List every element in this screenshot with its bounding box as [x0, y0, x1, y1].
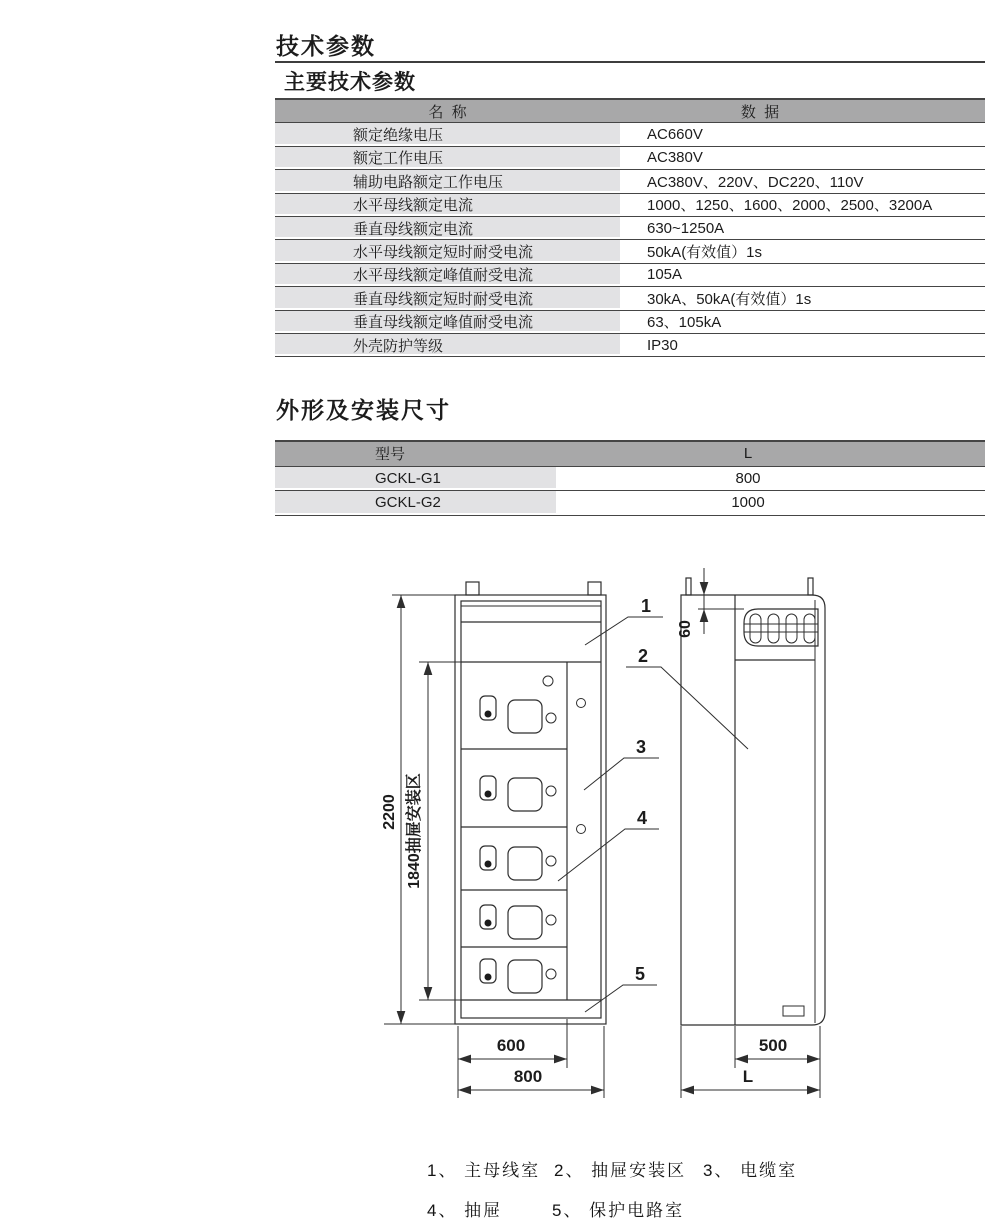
handle-dot	[485, 920, 492, 927]
dim-top-section: 60	[677, 620, 694, 638]
param-value: AC380V、220V、DC220、110V	[647, 173, 864, 191]
drawer-unit-3	[480, 846, 556, 880]
param-name: 额定绝缘电压	[275, 123, 620, 145]
param-name: 水平母线额定峰值耐受电流	[275, 264, 620, 286]
callout-leaders	[558, 596, 748, 1012]
busbar-terminal-panel	[744, 609, 818, 646]
table-row	[275, 287, 985, 310]
lifting-lug-right	[588, 582, 601, 595]
callout-1: 1	[640, 596, 652, 616]
param-name: 垂直母线额定短时耐受电流	[275, 287, 620, 309]
cable-column-hole	[577, 699, 586, 708]
handle-dot	[485, 974, 492, 981]
legend-row-1	[427, 1156, 797, 1181]
param-name: 额定工作电压	[275, 147, 620, 169]
table-row	[275, 194, 985, 217]
dim-side-overall-depth: L	[742, 1067, 754, 1086]
handle-dot	[485, 861, 492, 868]
table-row	[275, 491, 985, 516]
page-title: 技术参数	[276, 33, 376, 59]
cable-column-hole	[577, 825, 586, 834]
model-name: GCKL-G2	[275, 491, 556, 515]
front-view-cabinet	[455, 582, 606, 1024]
param-name: 水平母线额定电流	[275, 194, 620, 216]
model-dimension-table	[275, 440, 985, 516]
leader-3	[584, 758, 659, 790]
param-value: AC380V	[647, 149, 703, 167]
param-value: 63、105kA	[647, 314, 722, 332]
callout-4: 4	[636, 808, 648, 828]
header-length: L	[743, 445, 753, 463]
model-length: 1000	[731, 494, 765, 512]
dim-drawer-zone: 1840抽屉安装区	[406, 773, 423, 889]
header-data: 数 据	[740, 103, 780, 121]
drawer-unit-4	[480, 905, 556, 939]
section2-title: 外形及安装尺寸	[276, 397, 451, 423]
table-header-row	[275, 100, 985, 123]
dim-side-inner-depth: 500	[758, 1036, 788, 1055]
param-name: 外壳防护等级	[275, 334, 620, 356]
legend-item-cable-room: 3、 电缆室	[703, 1161, 798, 1180]
param-value: IP30	[647, 336, 678, 354]
callout-5: 5	[634, 964, 646, 984]
param-name: 垂直母线额定电流	[275, 217, 620, 239]
table-row	[275, 123, 985, 146]
param-value: 630~1250A	[647, 219, 725, 237]
drawer-unit-5	[480, 959, 556, 993]
side-view-cabinet	[681, 578, 825, 1025]
table-row	[275, 467, 985, 492]
drawer-unit-2	[480, 776, 556, 811]
legend-item-busbar-room: 1、 主母线室	[427, 1161, 541, 1180]
lifting-pin-left	[686, 578, 691, 595]
diagram-legend	[427, 1156, 797, 1232]
callout-2: 2	[637, 646, 649, 666]
table-row	[275, 147, 985, 170]
leader-5	[585, 985, 657, 1012]
table-header-row	[275, 442, 985, 467]
param-name: 垂直母线额定峰值耐受电流	[275, 311, 620, 333]
param-name: 水平母线额定短时耐受电流	[275, 240, 620, 262]
section1-title: 主要技术参数	[284, 71, 416, 94]
table-row	[275, 217, 985, 240]
table-row	[275, 240, 985, 263]
table-row	[275, 170, 985, 193]
leader-1	[585, 617, 663, 645]
title-divider	[275, 61, 985, 63]
legend-item-drawer-zone: 2、 抽屉安装区	[554, 1161, 687, 1180]
name-plate	[783, 1006, 804, 1016]
header-model: 型号	[375, 446, 406, 464]
handle-dot	[485, 791, 492, 798]
legend-row-2	[427, 1196, 797, 1221]
handle-dot	[485, 711, 492, 718]
drawer-unit-1	[480, 676, 556, 733]
dim-total-height: 2200	[381, 794, 398, 830]
header-name: 名 称	[428, 103, 467, 121]
param-value: AC660V	[647, 126, 703, 144]
param-name: 辅助电路额定工作电压	[275, 170, 620, 192]
param-value: 30kA、50kA(有效值）1s	[647, 290, 812, 308]
main-params-table	[275, 98, 985, 357]
table-row	[275, 311, 985, 334]
cabinet-inner-frame	[461, 601, 601, 1018]
leader-4	[558, 829, 659, 881]
dim-front-overall-width: 800	[513, 1067, 543, 1086]
legend-item-protection-room: 5、 保护电路室	[552, 1201, 685, 1220]
table-row	[275, 334, 985, 357]
legend-item-drawer: 4、 抽屉	[427, 1201, 503, 1220]
param-value: 105A	[647, 266, 683, 284]
param-value: 1000、1250、1600、2000、2500、3200A	[647, 197, 933, 215]
table-row	[275, 264, 985, 287]
callout-3: 3	[635, 737, 647, 757]
lifting-pin-right	[808, 578, 813, 595]
model-length: 800	[735, 469, 761, 487]
model-name: GCKL-G1	[275, 467, 556, 491]
dim-front-inner-width: 600	[496, 1036, 526, 1055]
lifting-lug-left	[466, 582, 479, 595]
param-value: 50kA(有效值）1s	[647, 244, 763, 262]
outline-drawing	[0, 540, 1000, 1140]
